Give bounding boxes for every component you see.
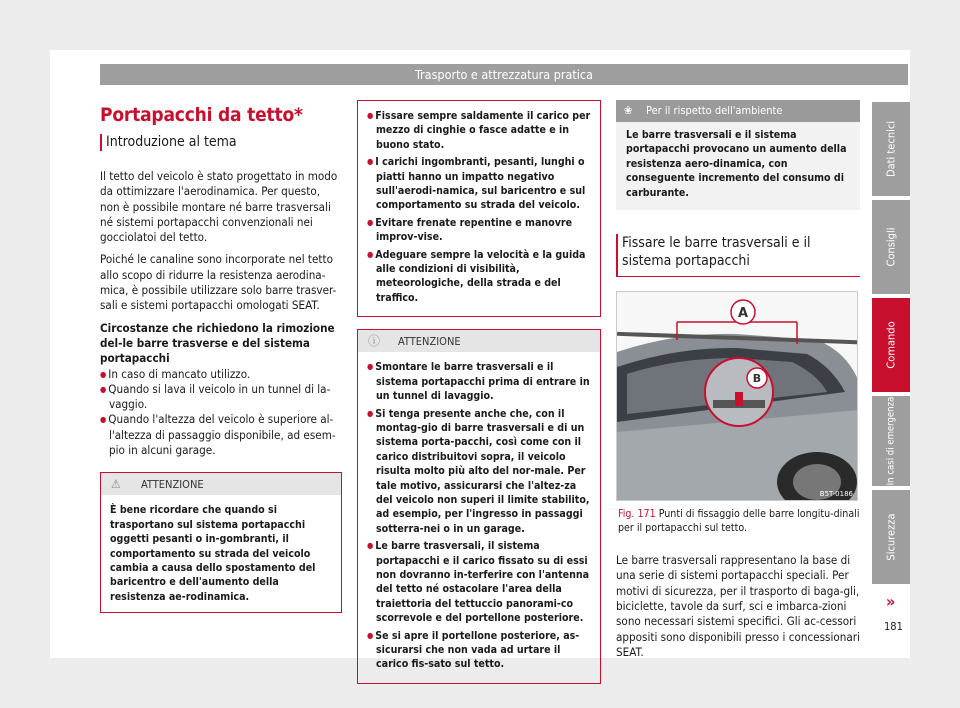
tab-comando[interactable]: Comando [872, 298, 910, 392]
car-illustration [617, 292, 858, 501]
environment-label: Per il rispetto dell'ambiente [646, 104, 783, 117]
environment-text: Le barre trasversali e il sistema portapacchi provocano un aumento della resistenza aero-dinamica, con conseguente incremento del consumo di carburante. [626, 129, 847, 199]
warning-list [358, 352, 600, 683]
column-1 [100, 90, 342, 613]
tab-consigli[interactable]: Consigli [872, 200, 910, 294]
list-item: ● Quando si lava il veicolo in un tunnel di la-vaggio. [100, 382, 342, 413]
figure-code: B5T-0186 [819, 490, 853, 499]
tab-sicurezza[interactable]: Sicurezza [872, 490, 910, 584]
warning-header [358, 330, 600, 352]
warning-label: ATTENZIONE [141, 478, 204, 492]
crossbar-text: Le barre trasversali rappresentano la base di una serie di sistemi portapacchi speciali. Per motivi di sicurezza, per il trasporto di baga-gli, biciclette, tavole da surf, sci e imbarca-zioni sono necessari sistemi specifici. Gli ac-cessori appositi sono disponibili presso i concessionari SEAT. [616, 553, 860, 659]
warning-list [358, 101, 600, 316]
page-header: Trasporto e attrezzatura pratica [100, 64, 908, 85]
column-3 [616, 90, 860, 660]
continue-arrow: » [886, 592, 896, 611]
list-item: ● Fissare sempre saldamente il carico per mezzo di cinghie o fasce adatte e in buono stato. [367, 109, 591, 152]
list-item: ● Smontare le barre trasversali e il sistema portapacchi prima di entrare in un tunnel di lavaggio. [367, 360, 591, 403]
section-subtitle: Introduzione al tema [100, 134, 342, 151]
page-title: Portapacchi da tetto* [100, 104, 303, 126]
section-title: Fissare le barre trasversali e il sistema portapacchi [616, 234, 860, 277]
warning-text: È bene ricordare che quando si trasportano sul sistema portapacchi oggetti pesanti o in-gombranti, il comportamento su strada del veicolo cambia a causa dello spostamento del baricentro e dell'aumento della resistenza ae-rodinamica. [110, 504, 316, 603]
figure-number: Fig. 171 [618, 508, 656, 521]
figure-caption [616, 507, 860, 535]
tab-emergenza[interactable]: In casi di emergenza [872, 396, 910, 486]
roof-rack-figure [616, 291, 858, 501]
list-item: ● I carichi ingombranti, pesanti, lunghi o piatti hanno un impatto negativo sull'aerodi-namica, sul baricentro e sul comportamento su strada del veicolo. [367, 155, 591, 213]
page-sheet [50, 50, 910, 671]
list-item: ● Se si apre il portellone posteriore, as-sicurarsi che non vada ad urtare il carico fis-sato sul tetto. [367, 629, 591, 672]
label-a: A [737, 306, 749, 322]
removal-heading: Circostanze che richiedono la rimozione del-le barre trasverse e del sistema portapacchi [100, 320, 335, 366]
list-item: ● Le barre trasversali, il sistema portapacchi e il carico fissato su di essi non dovranno in-terferire con l'antenna del tetto né ostacolare l'area della traiettoria del tettuccio panorami-co scorrevole e del portellone posteriore. [367, 539, 591, 625]
warning-triangle-icon: ⚠ [111, 477, 121, 492]
column-2 [357, 90, 601, 684]
paragraph: Il tetto del veicolo è stato progettato in modo da ottimizzare l'aerodinamica. Per questo, non è possibile montare né barre trasversali né sistemi portapacchi convenzionali nei gocciolatoi del tetto. [100, 169, 338, 245]
list-item: ● Adeguare sempre la velocità e la guida alle condizioni di visibilità, meteorologiche, della strada e del traffico. [367, 248, 591, 306]
list-item: ● Evitare frenate repentine e manovre improv-vise. [367, 216, 591, 245]
label-b: B [752, 372, 762, 386]
paragraph: Poiché le canaline sono incorporate nel tetto allo scopo di ridurre la resistenza aerodina-mica, è possibile utilizzare solo barre trasver-sali e sistemi portapacchi omologati SEAT. [100, 252, 337, 313]
info-circle-icon: ⓘ [368, 334, 381, 349]
list-item: ● Si tenga presente anche che, con il montag-gio di barre trasversali e di un sistema porta-pacchi, così come con il carico distribuitovi sopra, il veicolo risulta molto più alto del nor-male. Per tale motivo, assicurarsi che l'altez-za del veicolo non superi il limite stabilito, ad esempio, per l'ingresso in passaggi sotterra-nei o in un garage. [367, 407, 591, 537]
caption-text: Punti di fissaggio delle barre longitu-dinali per il portapacchi sul tetto. [618, 508, 860, 535]
warning-box [100, 472, 342, 613]
page-number: 181 [884, 620, 903, 633]
warning-label: ATTENZIONE [398, 335, 461, 349]
warning-box [357, 329, 601, 684]
chapter-tabs [872, 102, 910, 588]
tab-dati-tecnici[interactable]: Dati tecnici [872, 102, 910, 196]
leaf-icon: ❀ [624, 104, 633, 117]
list-item: ● In caso di mancato utilizzo. [100, 367, 342, 382]
intro-text [100, 169, 342, 458]
warning-box-continued [357, 100, 601, 317]
environment-box [616, 100, 860, 210]
environment-header [616, 100, 860, 122]
warning-header [101, 473, 341, 495]
list-item: ● Quando l'altezza del veicolo è superiore al-l'altezza di passaggio disponibile, ad esem-pio in alcuni garage. [100, 412, 342, 458]
